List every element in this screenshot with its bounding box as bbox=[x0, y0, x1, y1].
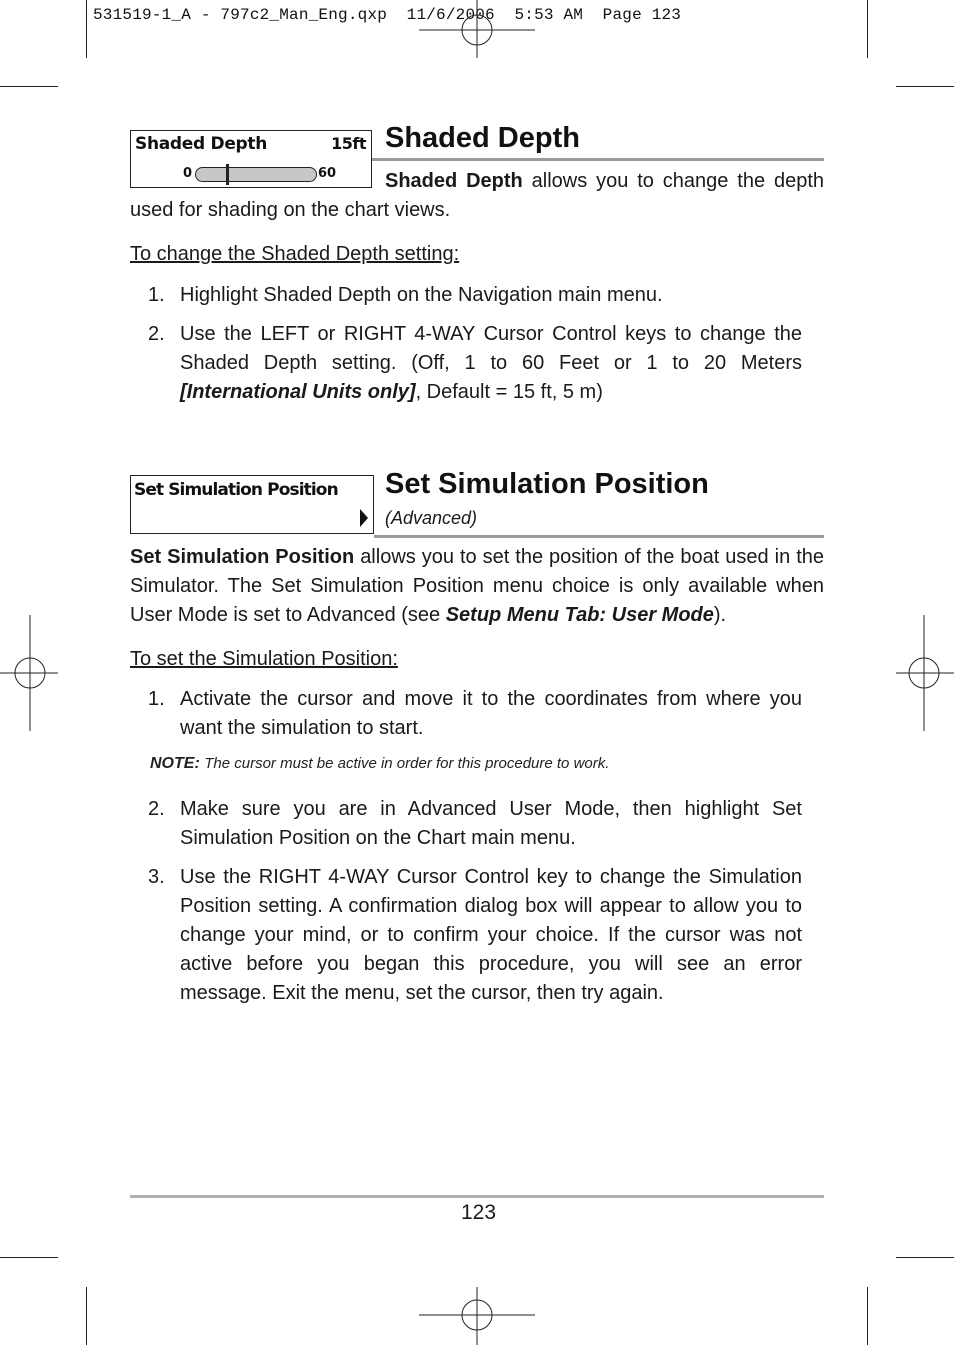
shaded-depth-slider bbox=[195, 167, 317, 182]
sim-position-subheading: To set the Simulation Position: bbox=[130, 648, 398, 670]
crop-mark bbox=[896, 86, 954, 87]
crop-mark bbox=[867, 0, 868, 58]
step-number: 1. bbox=[148, 688, 165, 710]
intro-text: allows you to set the position of the boat used in the Simulator. The Set Simulation Position menu choice is only available when User Mode is set to Advanced (see bbox=[130, 546, 824, 626]
crop-mark bbox=[86, 0, 87, 58]
intro-end: ). bbox=[713, 604, 727, 626]
intro-bold-term: Set Simulation Position bbox=[130, 546, 355, 568]
registration-mark-icon bbox=[419, 1285, 535, 1345]
step-text: Activate the cursor and move it to the coordinates from where you want the simulation to start. bbox=[180, 688, 802, 739]
registration-mark-icon bbox=[419, 0, 535, 60]
intro-text: allows you to change the depth bbox=[531, 170, 824, 192]
note-text: The cursor must be active in order for this procedure to work. bbox=[204, 755, 610, 772]
section-heading-shaded-depth: Shaded Depth bbox=[385, 122, 580, 154]
heading-rule bbox=[374, 535, 824, 538]
sim-position-intro bbox=[130, 543, 824, 630]
shaded-depth-intro-line1 bbox=[385, 167, 824, 196]
step-number: 3. bbox=[148, 866, 165, 888]
procedure-note bbox=[150, 755, 609, 773]
shaded-depth-menu-widget bbox=[130, 130, 372, 188]
list-item bbox=[148, 863, 802, 1013]
step-text bbox=[180, 320, 802, 407]
advanced-tag: (Advanced) bbox=[385, 508, 478, 528]
print-slug: 531519-1_A - 797c2_Man_Eng.qxp 11/6/2006 5:53 AM Page 123 bbox=[93, 6, 682, 24]
slider-thumb bbox=[226, 164, 229, 185]
step-text: Highlight Shaded Depth on the Navigation main menu. bbox=[180, 284, 663, 306]
step-text: Use the RIGHT 4-WAY Cursor Control key to change the Simulation Position setting. A confirmation dialog box will appear to allow you to change your mind, or to confirm your choice. If the cursor was not active before you began this procedure, you will see an error message. Exit the menu, set the cursor, then try again. bbox=[180, 866, 802, 1004]
step-text: Make sure you are in Advanced User Mode, then highlight Set Simulation Position on the Chart main menu. bbox=[180, 798, 802, 849]
list-item bbox=[148, 685, 802, 745]
page-number: 123 bbox=[461, 1201, 497, 1224]
step-emphasis: [International Units only] bbox=[180, 381, 416, 403]
step-text-part: Use the LEFT or RIGHT 4-WAY Cursor Control keys to change the Shaded Depth setting. (Off, 1 to 60 Feet or 1 to 20 Meters bbox=[180, 323, 802, 374]
list-item bbox=[148, 320, 802, 410]
widget-title: Shaded Depth bbox=[135, 134, 268, 154]
section-heading-set-simulation-position: Set Simulation Position bbox=[385, 468, 709, 500]
crop-mark bbox=[896, 1257, 954, 1258]
crop-mark bbox=[867, 1287, 868, 1345]
widget-title: Set Simulation Position bbox=[134, 480, 338, 500]
shaded-depth-intro-line2: used for shading on the chart views. bbox=[130, 199, 451, 221]
registration-mark-icon bbox=[894, 615, 954, 731]
step-text-part: , Default = 15 ft, 5 m) bbox=[415, 381, 603, 403]
registration-mark-icon bbox=[0, 615, 60, 731]
step-number: 2. bbox=[148, 323, 165, 345]
widget-value: 15ft bbox=[331, 134, 366, 153]
shaded-depth-subheading: To change the Shaded Depth setting: bbox=[130, 243, 460, 265]
cross-reference: Setup Menu Tab: User Mode bbox=[445, 604, 714, 626]
step-number: 1. bbox=[148, 284, 165, 306]
crop-mark bbox=[0, 1257, 58, 1258]
right-arrow-icon bbox=[360, 509, 368, 527]
list-item bbox=[148, 795, 802, 855]
crop-mark bbox=[0, 86, 58, 87]
heading-rule bbox=[372, 158, 824, 161]
footer-rule bbox=[130, 1195, 824, 1198]
set-simulation-position-menu-widget bbox=[130, 475, 374, 534]
note-label: NOTE: bbox=[150, 755, 200, 772]
step-number: 2. bbox=[148, 798, 165, 820]
crop-mark bbox=[86, 1287, 87, 1345]
slider-max-label: 60 bbox=[318, 166, 337, 181]
list-item bbox=[148, 281, 802, 310]
slider-min-label: 0 bbox=[183, 166, 193, 181]
intro-bold-term: Shaded Depth bbox=[385, 170, 523, 192]
